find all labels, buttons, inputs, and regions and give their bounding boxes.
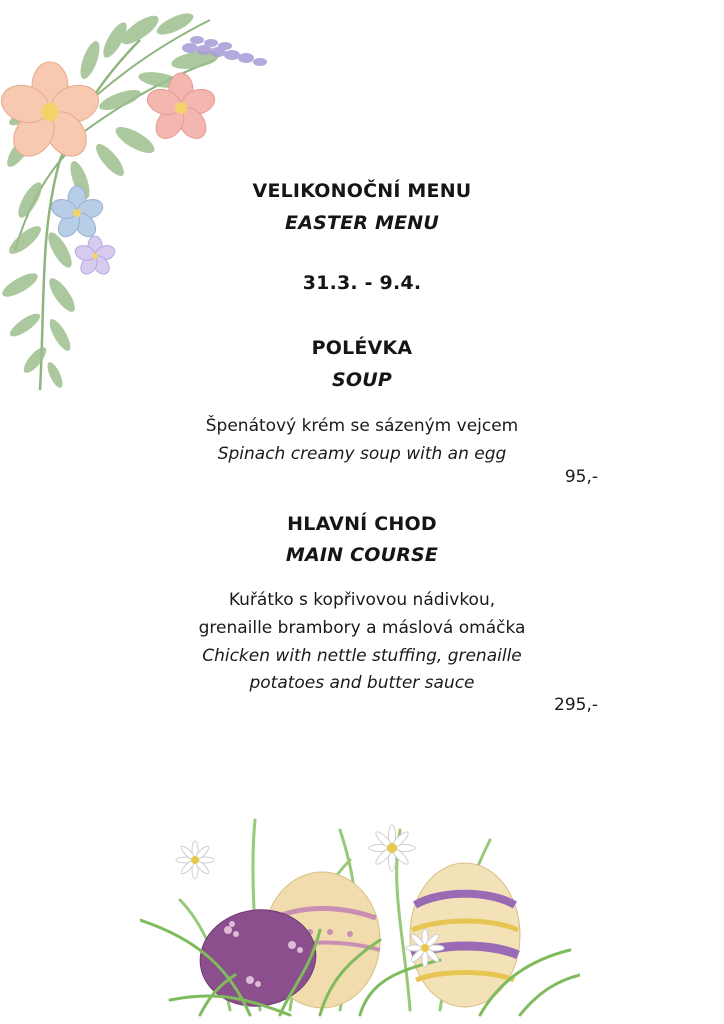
daisy-icon [369,825,415,871]
soup-price: 95,- [564,467,598,487]
main-dish-cz-line1: Kuřátko s kopřivovou nádivkou, [228,590,496,610]
soup-dish-en: Spinach creamy soup with an egg [217,444,507,464]
daisy-icon [406,929,444,967]
menu-title-en: EASTER MENU [285,212,439,234]
easter-eggs-decoration [140,810,580,1020]
daisy-icon [176,841,214,879]
main-dish-en-line1: Chicken with nettle stuffing, grenaille [202,646,522,666]
main-dish-en-line2: potatoes and butter sauce [249,673,475,693]
soup-heading-en: SOUP [332,369,392,391]
main-heading-cz: HLAVNÍ CHOD [287,513,437,535]
menu-dates: 31.3. - 9.4. [302,272,422,294]
peach-flower-icon [0,62,103,164]
soup-dish-cz: Špenátový krém se sázeným vejcem [205,416,519,436]
main-price: 295,- [554,695,598,715]
soup-heading-cz: POLÉVKA [311,337,413,359]
main-heading-en: MAIN COURSE [285,544,439,566]
main-dish-cz-line2: grenaille brambory a máslová omáčka [198,618,526,638]
menu-title-cz: VELIKONOČNÍ MENU [252,180,472,202]
